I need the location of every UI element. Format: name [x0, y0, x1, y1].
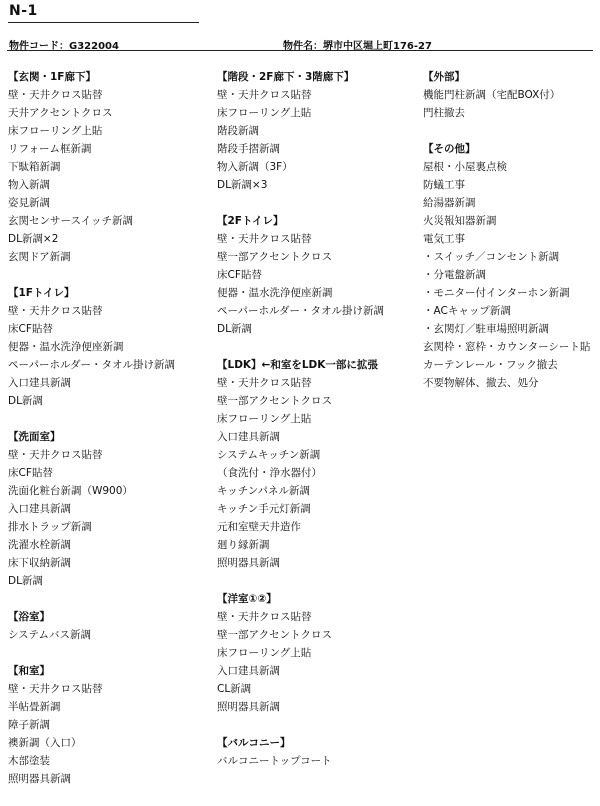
work-section	[217, 734, 417, 770]
work-item: 階段新調	[217, 125, 259, 137]
work-item: 床CF貼替	[8, 323, 53, 335]
work-item: 玄関枠・窓枠・カウンターシート貼	[423, 341, 591, 353]
work-item: キッチン手元灯新調	[217, 503, 311, 515]
section-title: 【バルコニー】	[217, 737, 291, 749]
work-item: 照明器具新調	[8, 773, 71, 785]
work-item: システムキッチン新調	[217, 449, 321, 461]
section-title: 【玄関・1F廊下】	[8, 71, 96, 83]
property-code: 物件コード：G322004	[9, 41, 119, 52]
work-item: 物入新調	[8, 179, 50, 191]
work-section	[8, 662, 206, 788]
work-item: ・玄関灯／駐車場照明新調	[423, 323, 549, 335]
work-item: 便器・温水洗浄便座新調	[8, 341, 124, 353]
work-item: 床下収納新調	[8, 557, 71, 569]
work-item: ・スイッチ／コンセント新調	[423, 251, 560, 263]
work-item: ・ACキャップ新調	[423, 305, 511, 317]
work-section	[217, 356, 417, 572]
work-section	[423, 68, 598, 122]
work-item: 床フローリング上貼	[217, 413, 312, 425]
work-item: DL新調×3	[217, 179, 268, 191]
work-item: ペーパーホルダー・タオル掛け新調	[217, 305, 385, 317]
work-item-list	[8, 446, 206, 590]
work-item: CL新調	[217, 683, 252, 695]
property-name: 物件名：堺市中区堀上町176-27	[283, 41, 432, 52]
work-item: 廻り縁新調	[217, 539, 270, 551]
work-item: 入口建具新調	[8, 377, 71, 389]
work-item: 壁一部アクセントクロス	[217, 395, 332, 407]
work-item: 電気工事	[423, 233, 465, 245]
work-item: システムバス新調	[8, 629, 91, 641]
work-item: 床フローリング上貼	[217, 647, 312, 659]
work-item: 物入新調（3F）	[217, 161, 293, 173]
section-title: 【洗面室】	[8, 431, 61, 443]
work-item-list	[8, 86, 206, 266]
section-title: 【階段・2F廊下・3階廊下】	[217, 71, 355, 83]
work-section	[217, 68, 417, 194]
work-item: 下駄箱新調	[8, 161, 61, 173]
work-item: DL新調×2	[8, 233, 59, 245]
work-item: 壁一部アクセントクロス	[217, 251, 332, 263]
work-item: 壁・天井クロス貼替	[8, 449, 103, 461]
work-item: 洗面化粧台新調（W900）	[8, 485, 133, 497]
work-item: 壁・天井クロス貼替	[217, 611, 312, 623]
work-item: 壁一部アクセントクロス	[217, 629, 332, 641]
work-item-list	[217, 608, 417, 716]
section-title: 【その他】	[423, 143, 476, 155]
work-item: 玄関ドア新調	[8, 251, 71, 263]
work-item-list	[423, 86, 598, 122]
work-item: （食洗付・浄水器付）	[217, 467, 322, 479]
work-item: DL新調	[8, 395, 43, 407]
work-item: 壁・天井クロス貼替	[217, 377, 312, 389]
column-2	[217, 68, 417, 788]
section-title: 【外部】	[423, 71, 465, 83]
work-item: 門柱撤去	[423, 107, 465, 119]
work-section	[8, 284, 206, 410]
work-item-list	[217, 86, 417, 194]
work-item: 給湯器新調	[423, 197, 476, 209]
work-item: 入口建具新調	[8, 503, 71, 515]
work-item: キッチンパネル新調	[217, 485, 311, 497]
work-item: DL新調	[217, 323, 252, 335]
work-item: 元和室壁天井造作	[217, 521, 301, 533]
work-item-list	[217, 752, 417, 770]
work-item: 壁・天井クロス貼替	[8, 305, 103, 317]
work-item: カーテンレール・フック撤去	[423, 359, 558, 371]
column-3	[423, 68, 598, 410]
work-item: 階段手摺新調	[217, 143, 280, 155]
work-item: 火災報知器新調	[423, 215, 497, 227]
work-item: 床フローリング上貼	[8, 125, 103, 137]
section-title: 【和室】	[8, 665, 50, 677]
work-item: 床CF貼替	[8, 467, 53, 479]
work-item: DL新調	[8, 575, 43, 587]
work-section	[8, 68, 206, 266]
work-item: 壁・天井クロス貼替	[217, 233, 312, 245]
work-item: 排水トラップ新調	[8, 521, 92, 533]
work-item: 不要物解体、撤去、処分	[423, 377, 539, 389]
work-item-list	[423, 158, 598, 392]
work-item: 半帖畳新調	[8, 701, 61, 713]
work-item: 壁・天井クロス貼替	[217, 89, 312, 101]
section-title: 【洋室①②】	[217, 593, 277, 605]
work-section	[8, 428, 206, 590]
work-item: 照明器具新調	[217, 701, 280, 713]
work-item: 便器・温水洗浄便座新調	[217, 287, 333, 299]
section-title: 【LDK】←和室をLDK一部に拡張	[217, 359, 378, 371]
work-item: 壁・天井クロス貼替	[8, 683, 103, 695]
work-section	[217, 212, 417, 338]
work-item: 床フローリング上貼	[217, 107, 312, 119]
work-item: ペーパーホルダー・タオル掛け新調	[8, 359, 176, 371]
work-item: 床CF貼替	[217, 269, 262, 281]
title-underline	[8, 22, 199, 23]
work-item: ・モニター付インターホン新調	[423, 287, 570, 299]
document-title: N-1	[9, 3, 38, 19]
work-item: バルコニートップコート	[217, 755, 332, 767]
work-item-list	[217, 230, 417, 338]
work-item: 障子新調	[8, 719, 50, 731]
section-title: 【浴室】	[8, 611, 50, 623]
work-section	[217, 590, 417, 716]
column-1	[8, 68, 206, 806]
header-divider	[7, 50, 593, 51]
work-item: 機能門柱新調（宅配BOX付）	[423, 89, 561, 101]
section-title: 【1Fトイレ】	[8, 287, 75, 299]
work-item: 木部塗装	[8, 755, 50, 767]
work-item: 防蟻工事	[423, 179, 465, 191]
work-item: 壁・天井クロス貼替	[8, 89, 103, 101]
work-item: 入口建具新調	[217, 665, 280, 677]
work-item-list	[8, 680, 206, 788]
work-item: 入口建具新調	[217, 431, 280, 443]
work-item: 照明器具新調	[217, 557, 280, 569]
work-item-list	[217, 374, 417, 572]
work-item-list	[8, 626, 206, 644]
work-item: 屋根・小屋裏点検	[423, 161, 507, 173]
work-section	[8, 608, 206, 644]
work-item: 玄関センサースイッチ新調	[8, 215, 134, 227]
work-item: 天井アクセントクロス	[8, 107, 113, 119]
work-item: 姿見新調	[8, 197, 50, 209]
work-item: 襖新調（入口）	[8, 737, 82, 749]
work-item-list	[8, 302, 206, 410]
work-item: 洗濯水栓新調	[8, 539, 71, 551]
work-section	[423, 140, 598, 392]
work-item: リフォーム框新調	[8, 143, 92, 155]
section-title: 【2Fトイレ】	[217, 215, 284, 227]
work-item: ・分電盤新調	[423, 269, 486, 281]
